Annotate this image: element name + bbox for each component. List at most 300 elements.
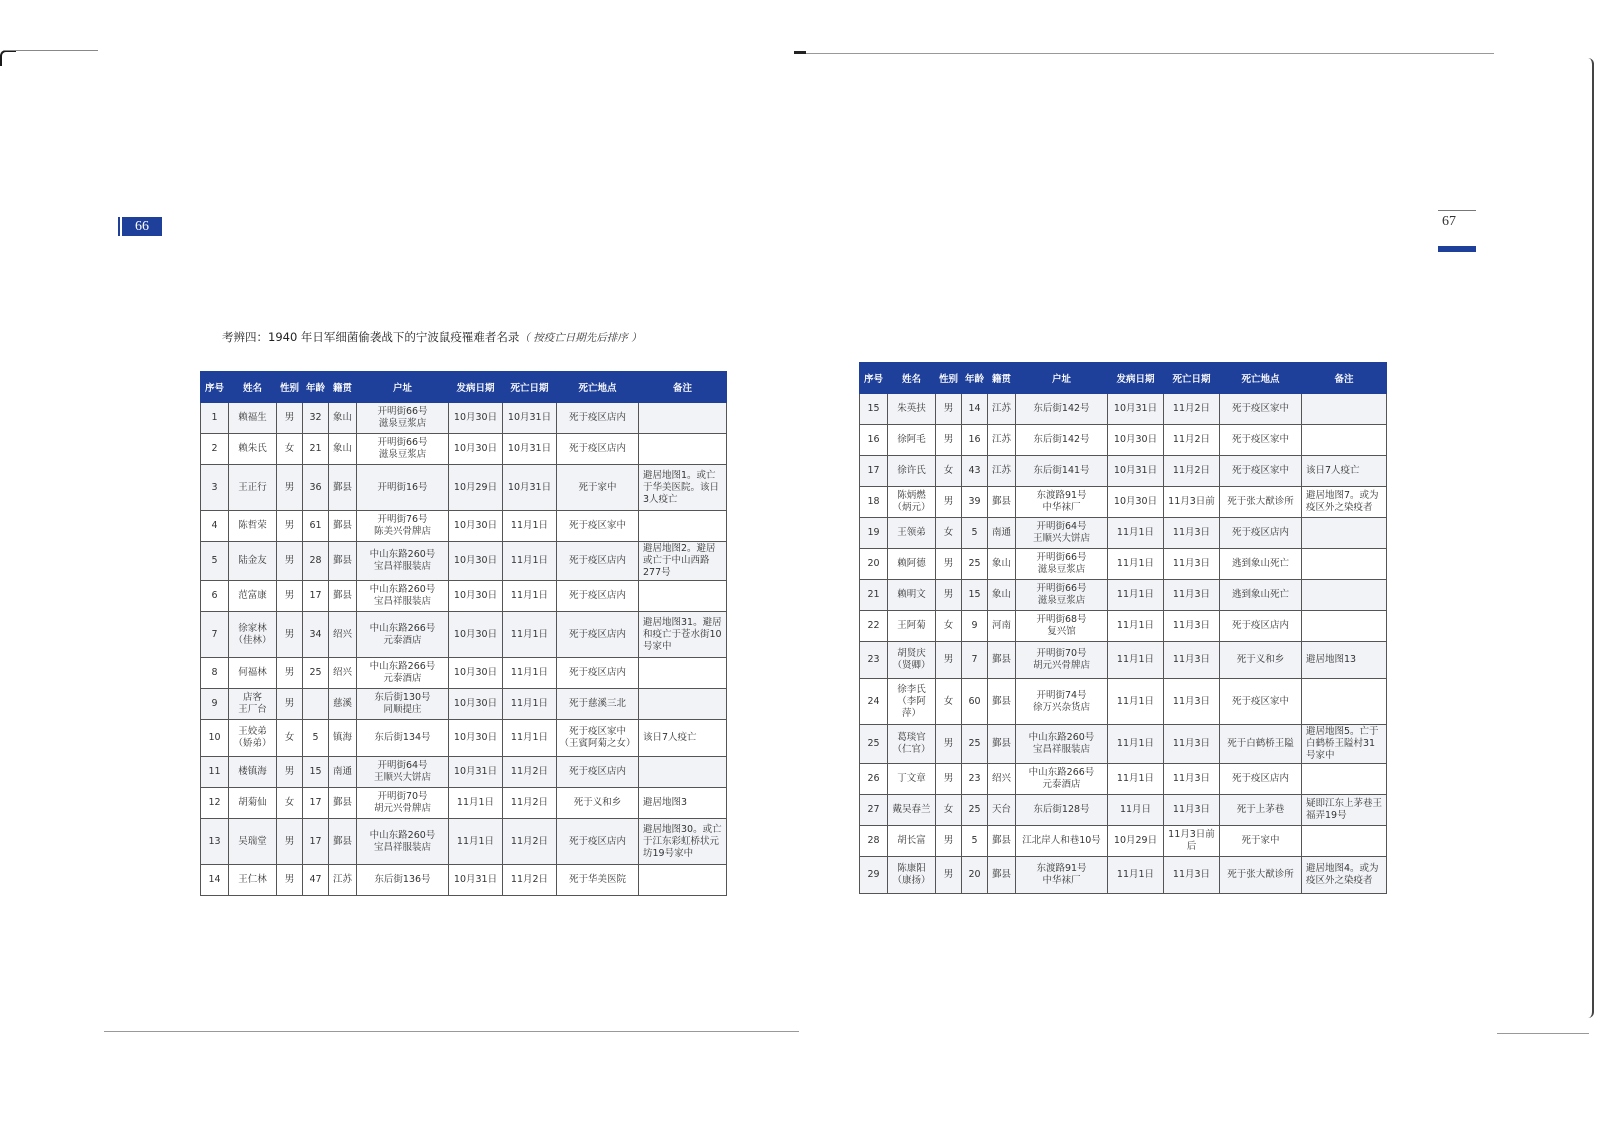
cell-death-place: 死于白鹤桥王隘 (1220, 725, 1302, 764)
cell-address: 开明街66号 滋泉豆浆店 (357, 434, 449, 465)
cell-death-date: 11月3日 (1164, 795, 1220, 826)
page-number-right: 67 (1442, 214, 1456, 229)
cell-onset-date: 10月31日 (1108, 394, 1164, 425)
cell-index: 1 (201, 403, 229, 434)
cell-address: 开明街76号 陈美兴骨牌店 (357, 511, 449, 542)
cell-onset-date: 10月30日 (449, 434, 503, 465)
cell-sex: 男 (936, 642, 962, 679)
cell-onset-date: 10月31日 (449, 865, 503, 896)
cell-name: 赖朱氏 (229, 434, 277, 465)
table-row (201, 788, 727, 819)
cell-sex: 男 (936, 580, 962, 611)
column-header-name: 姓名 (229, 372, 277, 403)
cell-address: 中山东路260号 宝昌祥服装店 (357, 581, 449, 612)
cell-death-date: 11月1日 (503, 542, 557, 581)
cell-death-date: 11月3日 (1164, 679, 1220, 725)
cell-origin: 镇海 (329, 720, 357, 757)
column-header-onset-date: 发病日期 (1108, 363, 1164, 394)
cell-death-place: 死于疫区店内 (557, 542, 639, 581)
cell-death-date: 11月3日前 后 (1164, 826, 1220, 857)
cell-death-date: 11月3日 (1164, 518, 1220, 549)
cell-sex: 男 (277, 542, 303, 581)
cell-index: 11 (201, 757, 229, 788)
cell-origin: 鄞县 (988, 857, 1016, 894)
cell-name: 赖明文 (888, 580, 936, 611)
cell-index: 18 (860, 487, 888, 518)
column-header-origin: 籍贯 (329, 372, 357, 403)
cell-origin: 江苏 (988, 394, 1016, 425)
cell-sex: 男 (277, 689, 303, 720)
document-title-sub: （ 按疫亡日期先后排序 ） (519, 332, 642, 344)
column-header-age: 年龄 (303, 372, 329, 403)
cell-sex: 男 (277, 581, 303, 612)
cell-sex: 女 (936, 611, 962, 642)
cell-death-date: 11月2日 (503, 757, 557, 788)
cell-index: 9 (201, 689, 229, 720)
page-corner-right (1582, 58, 1594, 1018)
cell-onset-date: 10月30日 (1108, 487, 1164, 518)
cell-origin: 绍兴 (329, 658, 357, 689)
cell-onset-date: 10月30日 (449, 612, 503, 658)
cell-index: 8 (201, 658, 229, 689)
cell-sex: 女 (936, 679, 962, 725)
cell-onset-date: 10月30日 (449, 511, 503, 542)
cell-onset-date: 11月1日 (1108, 611, 1164, 642)
table-row (201, 542, 727, 581)
page-number-right-rule (1438, 210, 1476, 211)
cell-index: 20 (860, 549, 888, 580)
cell-death-place: 死于疫区店内 (1220, 764, 1302, 795)
cell-note (639, 865, 727, 896)
cell-name: 朱英扶 (888, 394, 936, 425)
cell-death-place: 死于疫区店内 (557, 581, 639, 612)
cell-note: 避居地图31。避居和疫亡于苍水街10号家中 (639, 612, 727, 658)
cell-age: 5 (962, 826, 988, 857)
cell-age: 60 (962, 679, 988, 725)
cell-index: 13 (201, 819, 229, 865)
cell-age: 23 (962, 764, 988, 795)
cell-sex: 女 (277, 788, 303, 819)
cell-death-date: 11月2日 (503, 819, 557, 865)
cell-onset-date: 11月1日 (1108, 764, 1164, 795)
cell-address: 东后街130号 同顺提庄 (357, 689, 449, 720)
cell-address: 开明街70号 胡元兴骨牌店 (1016, 642, 1108, 679)
page-corner-left (0, 50, 16, 66)
cell-onset-date: 11月1日 (449, 788, 503, 819)
cell-address: 开明街66号 滋泉豆浆店 (1016, 580, 1108, 611)
cell-note (1302, 580, 1387, 611)
cell-onset-date: 11月1日 (1108, 642, 1164, 679)
cell-index: 29 (860, 857, 888, 894)
cell-sex: 女 (936, 795, 962, 826)
cell-death-date: 11月1日 (503, 689, 557, 720)
cell-origin: 鄞县 (329, 542, 357, 581)
cell-name: 丁文章 (888, 764, 936, 795)
table-row (860, 857, 1387, 894)
cell-address: 中山东路260号 宝昌祥服装店 (357, 542, 449, 581)
cell-note (639, 581, 727, 612)
cell-death-place: 逃到象山死亡 (1220, 549, 1302, 580)
cell-death-date: 11月2日 (503, 865, 557, 896)
cell-age: 20 (962, 857, 988, 894)
cell-death-place: 死于疫区家中 (557, 511, 639, 542)
cell-death-place: 死于疫区家中 （王賓阿菊之女） (557, 720, 639, 757)
cell-sex: 男 (936, 549, 962, 580)
table-row (201, 612, 727, 658)
cell-address: 中山东路266号 元泰酒店 (357, 658, 449, 689)
table-row (860, 826, 1387, 857)
column-header-address: 户址 (1016, 363, 1108, 394)
cell-death-place: 死于疫区家中 (1220, 425, 1302, 456)
cell-name: 赖阿德 (888, 549, 936, 580)
cell-age: 61 (303, 511, 329, 542)
cell-address: 开明街66号 滋泉豆浆店 (357, 403, 449, 434)
cell-onset-date: 10月30日 (449, 658, 503, 689)
cell-origin: 鄞县 (988, 826, 1016, 857)
cell-onset-date: 11月1日 (449, 819, 503, 865)
cell-address: 开明街70号 胡元兴骨牌店 (357, 788, 449, 819)
cell-note (1302, 425, 1387, 456)
cell-sex: 男 (277, 865, 303, 896)
cell-origin: 象山 (329, 403, 357, 434)
cell-onset-date: 10月31日 (449, 757, 503, 788)
cell-death-place: 死于疫区店内 (557, 403, 639, 434)
cell-index: 26 (860, 764, 888, 795)
cell-origin: 鄞县 (329, 511, 357, 542)
right-page-bottom-rule (1497, 1033, 1589, 1034)
cell-name: 徐家林 （佳林） (229, 612, 277, 658)
cell-age: 16 (962, 425, 988, 456)
cell-onset-date: 11月日 (1108, 795, 1164, 826)
cell-sex: 男 (936, 394, 962, 425)
cell-sex: 男 (277, 658, 303, 689)
cell-index: 4 (201, 511, 229, 542)
cell-note: 避居地图5。亡于白鹤桥王隘村31号家中 (1302, 725, 1387, 764)
cell-sex: 女 (277, 720, 303, 757)
cell-onset-date: 10月30日 (449, 542, 503, 581)
cell-death-place: 死于疫区家中 (1220, 394, 1302, 425)
table-row (860, 611, 1387, 642)
cell-address: 东渡路91号 中华袜厂 (1016, 857, 1108, 894)
cell-origin: 慈溪 (329, 689, 357, 720)
column-header-sex: 性别 (936, 363, 962, 394)
cell-origin: 天台 (988, 795, 1016, 826)
column-header-address: 户址 (357, 372, 449, 403)
cell-name: 徐阿毛 (888, 425, 936, 456)
cell-sex: 男 (277, 403, 303, 434)
table-header-row (860, 363, 1387, 394)
cell-onset-date: 11月1日 (1108, 725, 1164, 764)
cell-death-place: 死于上茅巷 (1220, 795, 1302, 826)
right-page-top-mark (794, 51, 806, 54)
cell-age: 34 (303, 612, 329, 658)
cell-origin: 绍兴 (329, 612, 357, 658)
cell-death-date: 11月2日 (503, 788, 557, 819)
cell-death-date: 11月2日 (1164, 425, 1220, 456)
cell-note: 避居地图7。或为疫区外之染疫者 (1302, 487, 1387, 518)
cell-death-date: 11月1日 (503, 720, 557, 757)
right-page-top-rule (794, 53, 1494, 54)
page-number-right-bar (1438, 246, 1476, 252)
cell-death-date: 11月3日 (1164, 764, 1220, 795)
cell-age: 5 (303, 720, 329, 757)
cell-note: 避居地图2。避居或亡于中山西路277号 (639, 542, 727, 581)
cell-origin: 鄞县 (329, 788, 357, 819)
cell-age: 28 (303, 542, 329, 581)
cell-note (1302, 679, 1387, 725)
cell-origin: 江苏 (988, 425, 1016, 456)
cell-origin: 鄞县 (988, 642, 1016, 679)
cell-address: 开明街64号 王顺兴大饼店 (357, 757, 449, 788)
table-row (860, 642, 1387, 679)
cell-onset-date: 11月1日 (1108, 679, 1164, 725)
cell-name: 范富康 (229, 581, 277, 612)
cell-age: 32 (303, 403, 329, 434)
cell-note (1302, 394, 1387, 425)
cell-note: 避居地图1。或亡于华美医院。该日3人疫亡 (639, 465, 727, 511)
cell-index: 10 (201, 720, 229, 757)
cell-death-date: 11月1日 (503, 658, 557, 689)
cell-note (1302, 611, 1387, 642)
cell-onset-date: 11月1日 (1108, 580, 1164, 611)
cell-note (639, 403, 727, 434)
cell-death-place: 死于义和乡 (1220, 642, 1302, 679)
column-header-name: 姓名 (888, 363, 936, 394)
table-row (201, 757, 727, 788)
cell-name: 胡贤庆 （贤卿） (888, 642, 936, 679)
cell-death-place: 死于疫区店内 (557, 658, 639, 689)
cell-note (1302, 518, 1387, 549)
cell-death-place: 死于疫区店内 (557, 819, 639, 865)
cell-address: 中山东路266号 元泰酒店 (1016, 764, 1108, 795)
column-header-age: 年龄 (962, 363, 988, 394)
cell-age: 7 (962, 642, 988, 679)
column-header-death-date: 死亡日期 (1164, 363, 1220, 394)
cell-address: 东后街141号 (1016, 456, 1108, 487)
cell-index: 16 (860, 425, 888, 456)
cell-death-place: 死于慈溪三北 (557, 689, 639, 720)
column-header-note: 备注 (1302, 363, 1387, 394)
cell-name: 王姣弟 （娇弟） (229, 720, 277, 757)
table-row (860, 456, 1387, 487)
cell-death-date: 11月3日 (1164, 549, 1220, 580)
cell-death-date: 11月3日 (1164, 611, 1220, 642)
cell-address: 江北岸人和巷10号 (1016, 826, 1108, 857)
cell-note (639, 689, 727, 720)
cell-onset-date: 10月29日 (449, 465, 503, 511)
cell-death-date: 11月3日 (1164, 725, 1220, 764)
cell-death-place: 死于张大猷诊所 (1220, 857, 1302, 894)
cell-name: 王仁林 (229, 865, 277, 896)
cell-onset-date: 11月1日 (1108, 549, 1164, 580)
cell-name: 徐李氏 （李阿 萍） (888, 679, 936, 725)
cell-name: 陈康阳 （康扬） (888, 857, 936, 894)
cell-age: 14 (962, 394, 988, 425)
table-row (201, 819, 727, 865)
cell-onset-date: 10月30日 (449, 689, 503, 720)
cell-death-date: 11月3日前 (1164, 487, 1220, 518)
cell-age: 9 (962, 611, 988, 642)
cell-address: 中山东路260号 宝昌祥服装店 (357, 819, 449, 865)
table-row (860, 549, 1387, 580)
cell-age: 17 (303, 788, 329, 819)
cell-origin: 象山 (329, 434, 357, 465)
cell-index: 28 (860, 826, 888, 857)
cell-name: 吴瑞堂 (229, 819, 277, 865)
cell-death-place: 死于疫区店内 (1220, 518, 1302, 549)
cell-sex: 男 (936, 857, 962, 894)
cell-sex: 男 (936, 425, 962, 456)
table-row (860, 795, 1387, 826)
cell-death-date: 11月3日 (1164, 642, 1220, 679)
cell-origin: 江苏 (329, 865, 357, 896)
cell-death-place: 死于家中 (557, 465, 639, 511)
cell-index: 21 (860, 580, 888, 611)
cell-name: 王正行 (229, 465, 277, 511)
cell-death-place: 死于疫区家中 (1220, 456, 1302, 487)
cell-age: 25 (962, 795, 988, 826)
table-row (201, 865, 727, 896)
cell-index: 6 (201, 581, 229, 612)
cell-note (639, 434, 727, 465)
table-row (201, 434, 727, 465)
table-row (201, 658, 727, 689)
cell-index: 17 (860, 456, 888, 487)
cell-note (1302, 764, 1387, 795)
cell-index: 5 (201, 542, 229, 581)
cell-death-date: 10月31日 (503, 403, 557, 434)
cell-origin: 江苏 (988, 456, 1016, 487)
table-row (860, 487, 1387, 518)
table-row (201, 581, 727, 612)
cell-address: 开明街16号 (357, 465, 449, 511)
cell-note (639, 511, 727, 542)
left-page-bottom-rule (104, 1031, 799, 1032)
cell-name: 何福林 (229, 658, 277, 689)
cell-index: 7 (201, 612, 229, 658)
table-row (201, 511, 727, 542)
cell-address: 开明街68号 复兴馆 (1016, 611, 1108, 642)
cell-index: 15 (860, 394, 888, 425)
cell-death-place: 死于华美医院 (557, 865, 639, 896)
cell-address: 开明街64号 王顺兴大饼店 (1016, 518, 1108, 549)
cell-index: 3 (201, 465, 229, 511)
cell-sex: 女 (277, 434, 303, 465)
cell-onset-date: 10月31日 (1108, 456, 1164, 487)
cell-death-place: 死于疫区店内 (557, 757, 639, 788)
cell-name: 胡长富 (888, 826, 936, 857)
cell-sex: 男 (277, 465, 303, 511)
cell-index: 22 (860, 611, 888, 642)
table-row (860, 425, 1387, 456)
column-header-death-date: 死亡日期 (503, 372, 557, 403)
left-page-top-rule (4, 50, 98, 51)
cell-death-date: 10月31日 (503, 465, 557, 511)
cell-origin: 象山 (988, 580, 1016, 611)
document-title-main: 考辨四：1940 年日军细菌偷袭战下的宁波鼠疫罹难者名录 (222, 330, 520, 344)
table-row (201, 465, 727, 511)
cell-origin: 南通 (988, 518, 1016, 549)
cell-index: 25 (860, 725, 888, 764)
cell-index: 27 (860, 795, 888, 826)
cell-name: 陈炳燃 （炳元） (888, 487, 936, 518)
cell-address: 中山东路260号 宝昌祥服装店 (1016, 725, 1108, 764)
victims-table-right (859, 362, 1387, 894)
cell-origin: 鄞县 (988, 679, 1016, 725)
cell-name: 陆金友 (229, 542, 277, 581)
cell-origin: 南通 (329, 757, 357, 788)
cell-note (639, 658, 727, 689)
column-header-index: 序号 (860, 363, 888, 394)
cell-name: 胡菊仙 (229, 788, 277, 819)
cell-age: 15 (303, 757, 329, 788)
table-row (860, 394, 1387, 425)
cell-origin: 绍兴 (988, 764, 1016, 795)
cell-sex: 男 (936, 487, 962, 518)
cell-note (1302, 549, 1387, 580)
victims-table-left (200, 371, 727, 896)
cell-age (303, 689, 329, 720)
cell-death-place: 逃到象山死亡 (1220, 580, 1302, 611)
column-header-origin: 籍贯 (988, 363, 1016, 394)
cell-origin: 象山 (988, 549, 1016, 580)
cell-age: 17 (303, 581, 329, 612)
table-row (860, 518, 1387, 549)
cell-sex: 男 (936, 725, 962, 764)
cell-origin: 河南 (988, 611, 1016, 642)
cell-onset-date: 10月29日 (1108, 826, 1164, 857)
cell-name: 陈哲荣 (229, 511, 277, 542)
cell-address: 东后街142号 (1016, 425, 1108, 456)
column-header-sex: 性别 (277, 372, 303, 403)
cell-address: 东后街142号 (1016, 394, 1108, 425)
cell-onset-date: 11月1日 (1108, 518, 1164, 549)
cell-death-date: 11月2日 (1164, 456, 1220, 487)
cell-age: 36 (303, 465, 329, 511)
cell-address: 东渡路91号 中华袜厂 (1016, 487, 1108, 518)
cell-address: 东后街128号 (1016, 795, 1108, 826)
cell-death-date: 10月31日 (503, 434, 557, 465)
page-number-left: 66 (122, 217, 162, 236)
cell-origin: 鄞县 (988, 725, 1016, 764)
cell-age: 15 (962, 580, 988, 611)
cell-note: 疑即江东上茅巷王福弄19号 (1302, 795, 1387, 826)
cell-name: 楼镇海 (229, 757, 277, 788)
cell-index: 23 (860, 642, 888, 679)
cell-death-date: 11月1日 (503, 511, 557, 542)
cell-sex: 男 (277, 757, 303, 788)
column-header-onset-date: 发病日期 (449, 372, 503, 403)
column-header-death-place: 死亡地点 (1220, 363, 1302, 394)
cell-origin: 鄞县 (329, 819, 357, 865)
cell-note (1302, 826, 1387, 857)
cell-death-date: 11月2日 (1164, 394, 1220, 425)
cell-death-place: 死于疫区店内 (557, 612, 639, 658)
table-row (201, 403, 727, 434)
cell-name: 戴吴春兰 (888, 795, 936, 826)
cell-origin: 鄞县 (329, 581, 357, 612)
cell-age: 39 (962, 487, 988, 518)
cell-note: 避居地图13 (1302, 642, 1387, 679)
column-header-death-place: 死亡地点 (557, 372, 639, 403)
cell-name: 葛琰官 （仁官） (888, 725, 936, 764)
cell-sex: 女 (936, 518, 962, 549)
cell-note (639, 757, 727, 788)
table-header-row (201, 372, 727, 403)
cell-age: 43 (962, 456, 988, 487)
cell-name: 王领弟 (888, 518, 936, 549)
cell-death-place: 死于张大猷诊所 (1220, 487, 1302, 518)
